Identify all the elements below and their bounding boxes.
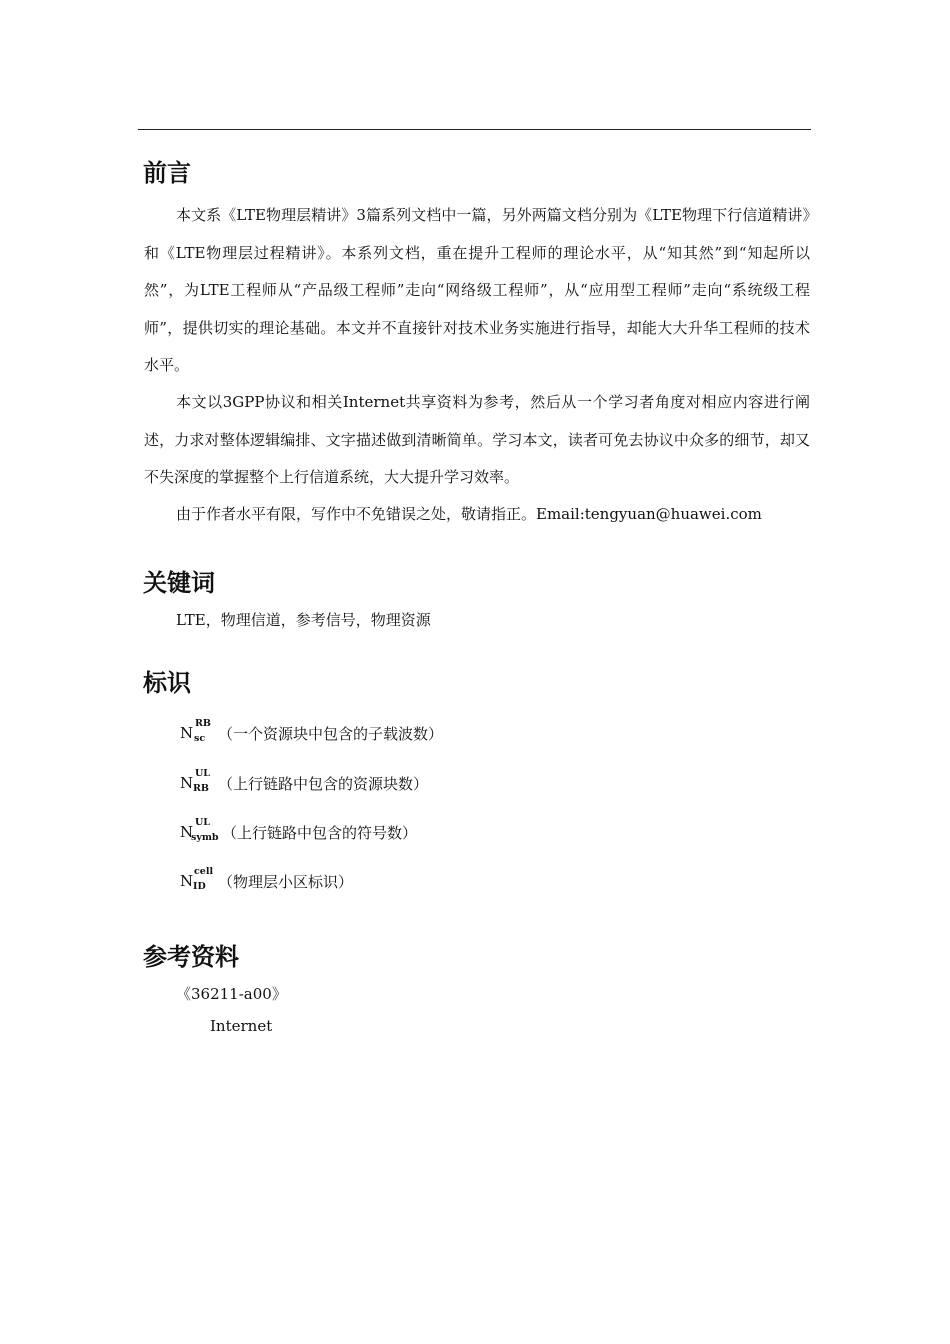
reference-item: 《36211-a00》 bbox=[176, 985, 287, 1003]
symbol-description: （上行链路中包含的符号数） bbox=[222, 824, 418, 842]
symbol-subscript: ID bbox=[193, 881, 206, 892]
symbol-base: N bbox=[180, 774, 194, 792]
symbol-superscript: UL bbox=[195, 768, 210, 779]
symbol-description: （一个资源块中包含的子载波数） bbox=[218, 725, 444, 743]
symbol-subscript: sc bbox=[194, 733, 206, 744]
reference-item: Internet bbox=[210, 1017, 273, 1035]
symbol-superscript: RB bbox=[195, 718, 211, 729]
header-rule bbox=[138, 129, 811, 130]
symbol-description: （上行链路中包含的资源块数） bbox=[218, 775, 429, 793]
symbol-base: N bbox=[180, 872, 194, 890]
symbol-superscript: cell bbox=[194, 866, 214, 877]
symbol-base: N bbox=[180, 823, 194, 841]
symbol-subscript: symb bbox=[191, 832, 219, 843]
preface-heading: 前言 bbox=[143, 159, 191, 187]
keywords-heading: 关键词 bbox=[143, 569, 215, 597]
symbol-subscript: RB bbox=[193, 783, 209, 794]
symbol-description: （物理层小区标识） bbox=[218, 873, 354, 891]
keywords-text: LTE，物理信道，参考信号，物理资源 bbox=[176, 611, 431, 629]
symbol-base: N bbox=[180, 724, 194, 742]
symbols-heading: 标识 bbox=[143, 669, 191, 697]
references-heading: 参考资料 bbox=[143, 943, 239, 971]
symbol-superscript: UL bbox=[195, 817, 210, 828]
preface-paragraph-1: 本文系《LTE物理层精讲》3篇系列文档中一篇，另外两篇文档分别为《LTE物理下行信道精讲》和《LTE物理层过程精讲》。本系列文档，重在提升工程师的理论水平，从“知其然”到“知起所以然”，为LTE工程师从“产品级工程师”走向“网络级工程师”，从“应用型工程师”走向“系统级工程师”，提供切实的理论基础。本文并不直接针对技术业务实施进行指导，却能大大升华工程师的技术水平。 bbox=[144, 206, 810, 374]
preface-paragraph-3: 由于作者水平有限，写作中不免错误之处，敬请指正。Email:tengyuan@huawei.com bbox=[176, 505, 762, 523]
preface-paragraph-2: 本文以3GPP协议和相关Internet共享资料为参考，然后从一个学习者角度对相应内容进行阐述，力求对整体逻辑编排、文字描述做到清晰简单。学习本文，读者可免去协议中众多的细节，却又不失深度的掌握整个上行信道系统，大大提升学习效率。 bbox=[144, 393, 810, 486]
